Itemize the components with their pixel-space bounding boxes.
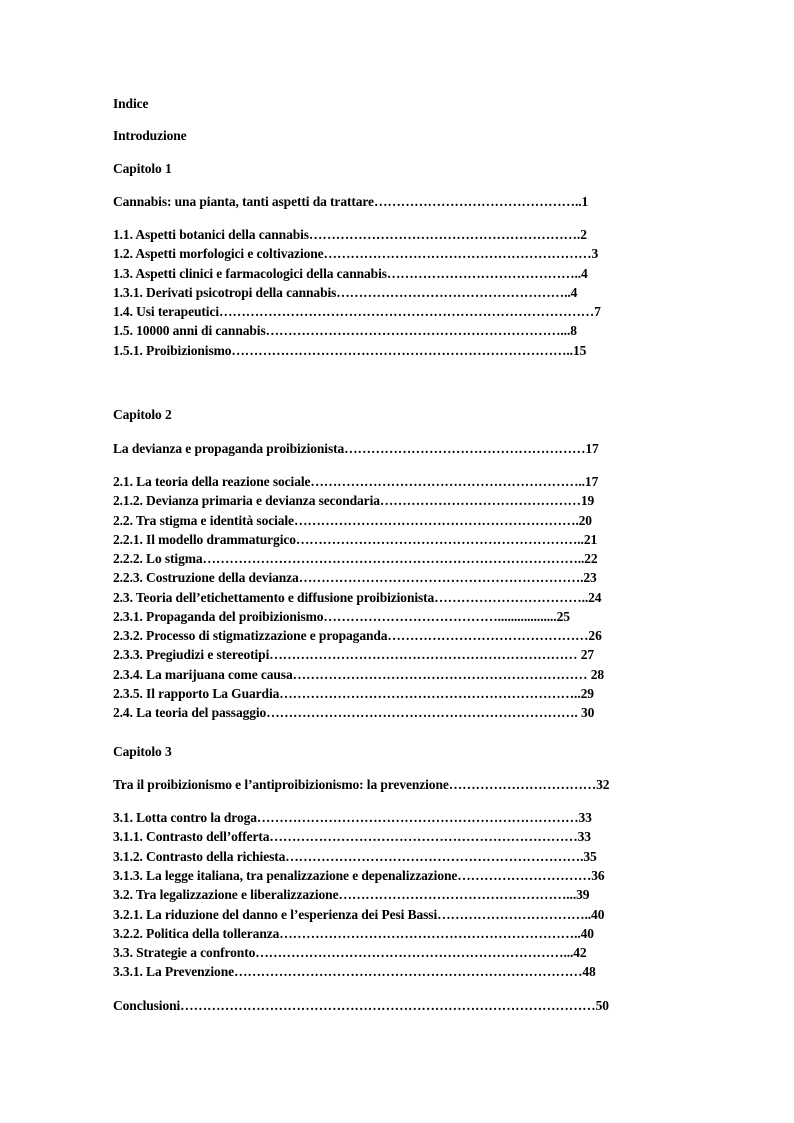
toc-line: 3.2. Tra legalizzazione e liberalizzazione……………………………………………...39 (113, 887, 590, 902)
chapter-heading: Capitolo 2 (113, 407, 172, 422)
toc-line: 3.2.1. La riduzione del danno e l’esperienza dei Pesi Bassi……………………………..40 (113, 907, 605, 922)
toc-line: 3.2.2. Politica della tolleranza…………………………………………………………..40 (113, 926, 594, 941)
toc-line: 1.1. Aspetti botanici della cannabis…………………………………………………….2 (113, 227, 587, 242)
toc-line: Cannabis: una pianta, tanti aspetti da trattare………………………………………..1 (113, 194, 589, 209)
toc-line: 1.4. Usi terapeutici…………………………………………………………………………7 (113, 304, 601, 319)
chapter-heading: Capitolo 1 (113, 161, 172, 176)
toc-line: 3.3. Strategie a confronto……………………………………………………………...42 (113, 945, 587, 960)
toc-line: 2.4. La teoria del passaggio……………………………………………………………. 30 (113, 705, 595, 720)
toc-line: 2.1.2. Devianza primaria e devianza secondaria………………………………………19 (113, 493, 595, 508)
toc-line: 1.3. Aspetti clinici e farmacologici della cannabis……………………………………..4 (113, 266, 588, 281)
toc-line: Introduzione (113, 128, 187, 143)
toc-line: 3.1.2. Contrasto della richiesta………………………………………………………….35 (113, 849, 597, 864)
toc-line: 3.1.3. La legge italiana, tra penalizzazione e depenalizzazione…………………………36 (113, 868, 605, 883)
toc-line: 2.3.5. Il rapporto La Guardia…………………………………………………………..29 (113, 686, 594, 701)
toc-line: 2.3.1. Propaganda del proibizionismo…………………………………..................25 (113, 609, 570, 624)
toc-line: 2.3.2. Processo di stigmatizzazione e propaganda………………………………………26 (113, 628, 602, 643)
toc-line: 3.3.1. La Prevenzione……………………………………………………………………48 (113, 964, 596, 979)
toc-line: 1.5. 10000 anni di cannabis…………………………………………………………...8 (113, 323, 577, 338)
toc-line: 2.1. La teoria della reazione sociale……………………………………………………..17 (113, 474, 599, 489)
toc-line: 3.1. Lotta contro la droga………………………………………………………………33 (113, 810, 592, 825)
index-title: Indice (113, 96, 149, 111)
toc-line: 2.3.3. Pregiudizi e stereotipi…………………………………………………………… 27 (113, 647, 595, 662)
toc-line: 2.3. Teoria dell’etichettamento e diffusione proibizionista……………………………..24 (113, 590, 602, 605)
toc-line: 1.2. Aspetti morfologici e coltivazione……………………………………………………3 (113, 246, 599, 261)
toc-line: 1.3.1. Derivati psicotropi della cannabis……………………………………………..4 (113, 285, 578, 300)
toc-line: 1.5.1. Proibizionismo…………………………………………………………………..15 (113, 343, 587, 358)
toc-line: 2.2.2. Lo stigma…………………………………………………………………………..22 (113, 551, 598, 566)
toc-line: Conclusioni…………………………………………………………………………………50 (113, 998, 609, 1013)
toc-line: La devianza e propaganda proibizionista………………………………………………17 (113, 441, 599, 456)
toc-line: 2.2.3. Costruzione della devianza……………………………………………………….23 (113, 570, 597, 585)
toc-line: 3.1.1. Contrasto dell’offerta……………………………………………………………33 (113, 829, 591, 844)
toc-line: 2.2. Tra stigma e identità sociale……………………………………………………….20 (113, 513, 592, 528)
toc-line: 2.2.1. Il modello drammaturgico………………………………………………………..21 (113, 532, 598, 547)
toc-line: 2.3.4. La marijuana come causa………………………………………………………… 28 (113, 667, 604, 682)
chapter-heading: Capitolo 3 (113, 744, 172, 759)
toc-line: Tra il proibizionismo e l’antiproibizionismo: la prevenzione……………………………32 (113, 777, 610, 792)
